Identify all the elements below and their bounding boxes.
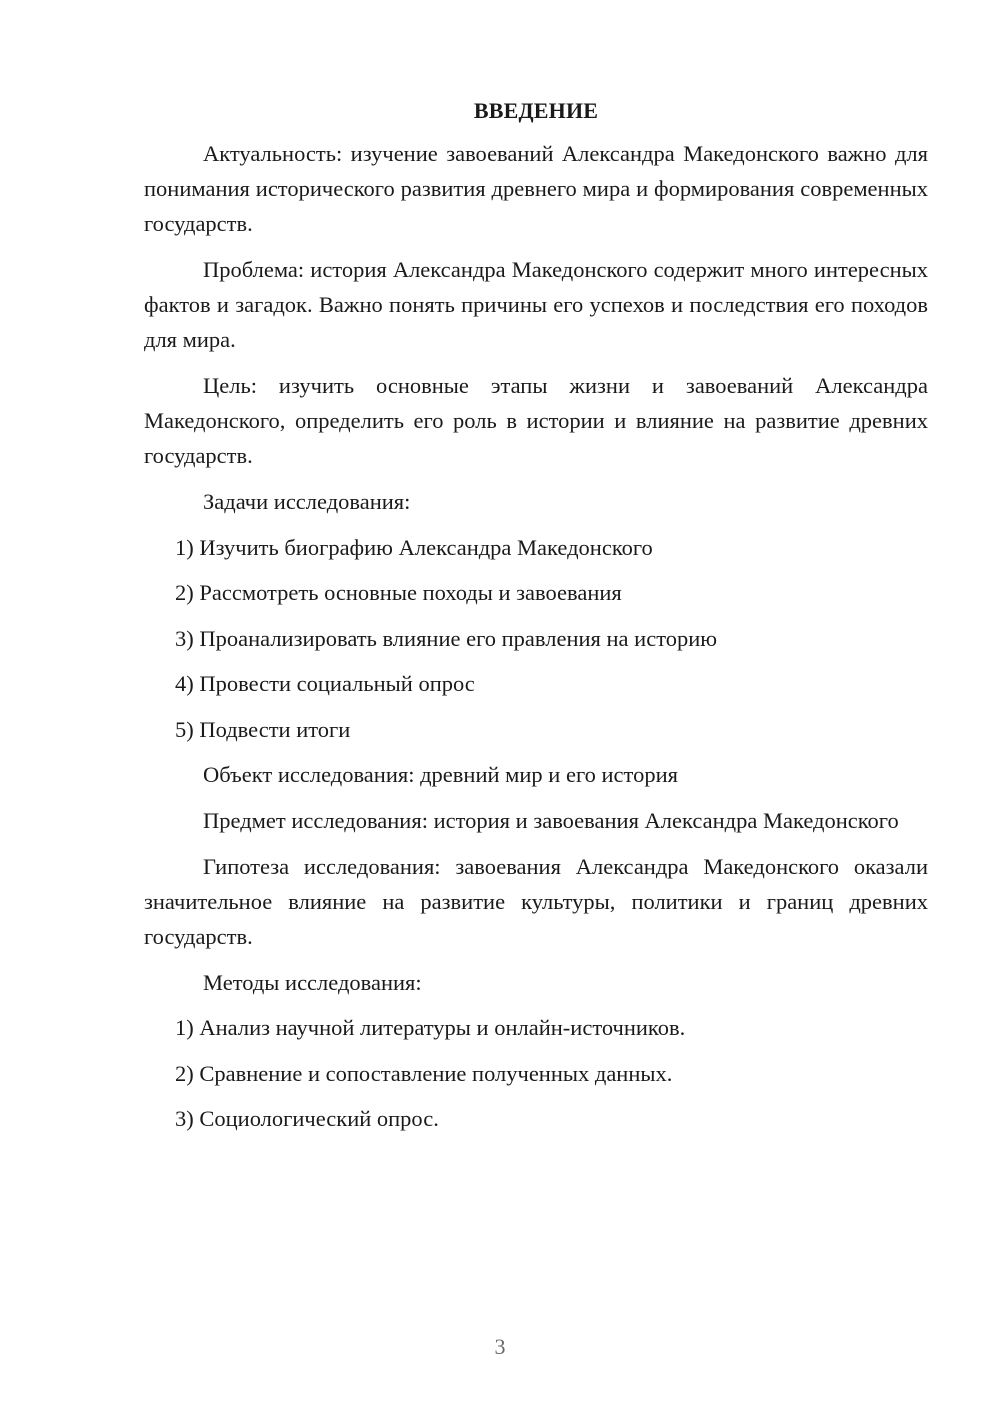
goal-paragraph: Цель: изучить основные этапы жизни и завоеваний Александра Македонского, определить его роль в истории и влияние на развитие древних государств.	[144, 373, 928, 468]
page-content	[144, 96, 928, 1147]
list-item: 2) Сравнение и сопоставление полученных данных.	[175, 1060, 673, 1086]
list-item: 1) Анализ научной литературы и онлайн-источников.	[175, 1015, 686, 1040]
section-title: ВВЕДЕНИЕ	[473, 98, 599, 123]
list-item: 5) Подвести итоги	[175, 716, 351, 742]
relevance-paragraph: Актуальность: изучение завоеваний Александра Македонского важно для понимания исторического развития древнего мира и формирования современных государств.	[144, 141, 928, 236]
tasks-list	[144, 530, 928, 747]
list-item: 3) Социологический опрос.	[175, 1106, 439, 1131]
hypothesis-paragraph: Гипотеза исследования: завоевания Александра Македонского оказали значительное влияние на развитие культуры, политики и границ древних государств.	[144, 853, 928, 949]
list-item: 4) Провести социальный опрос	[175, 671, 475, 696]
object-paragraph: Объект исследования: древний мир и его история	[203, 762, 678, 787]
methods-heading: Методы исследования:	[203, 969, 422, 995]
list-item: 1) Изучить биографию Александра Македонского	[175, 534, 653, 560]
subject-paragraph: Предмет исследования: история и завоевания Александра Македонского	[203, 807, 899, 833]
tasks-heading: Задачи исследования:	[203, 489, 411, 514]
page-number: 3	[494, 1334, 506, 1359]
list-item: 2) Рассмотреть основные походы и завоевания	[175, 580, 622, 605]
problem-paragraph: Проблема: история Александра Македонского содержит много интересных фактов и загадок. Важно понять причины его успехов и последствия его походов для мира.	[144, 257, 928, 352]
methods-list	[144, 1010, 928, 1136]
list-item: 3) Проанализировать влияние его правления на историю	[175, 625, 718, 651]
